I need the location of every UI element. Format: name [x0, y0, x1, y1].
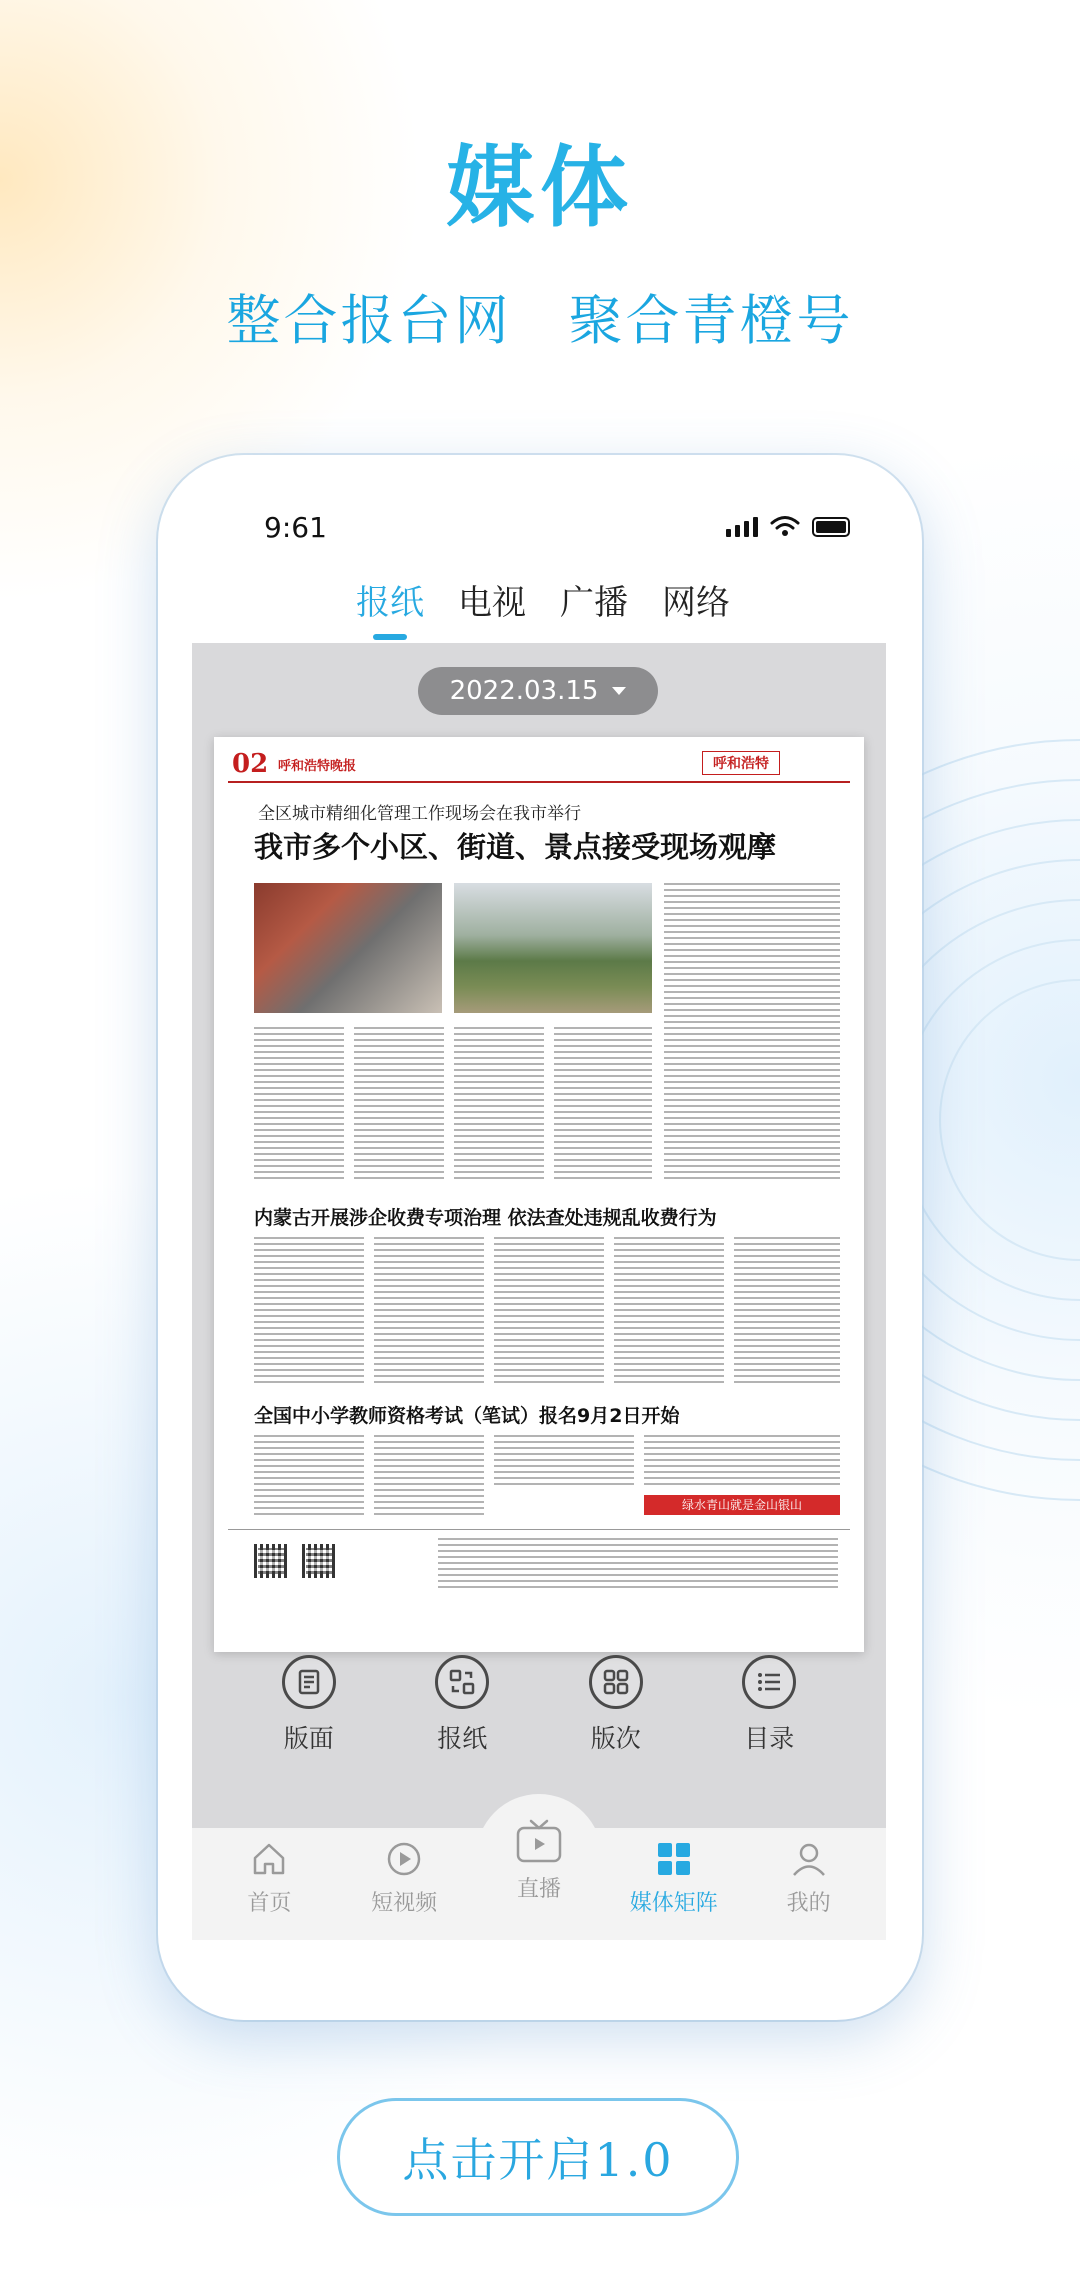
- paper-kicker: 全区城市精细化管理工作现场会在我市举行: [258, 804, 581, 824]
- grid-icon: [589, 1655, 643, 1709]
- nav-live[interactable]: [474, 1806, 604, 1917]
- tool-label: 目录: [744, 1724, 795, 1753]
- footer-text: [438, 1538, 838, 1590]
- nav-media-matrix[interactable]: [609, 1828, 739, 1917]
- paper-headline-3: 全国中小学教师资格考试（笔试）报名9月2日开始: [254, 1405, 680, 1427]
- tab-radio[interactable]: 广播: [560, 583, 628, 623]
- tool-edition[interactable]: [556, 1655, 676, 1755]
- media-tabs: [356, 575, 730, 638]
- user-icon: [788, 1838, 830, 1880]
- nav-home[interactable]: [204, 1828, 334, 1917]
- article-text: [644, 1435, 840, 1487]
- tool-label: 版次: [590, 1724, 641, 1753]
- article-text: [454, 1027, 544, 1183]
- bottom-navigation: [192, 1828, 886, 1940]
- nav-mine[interactable]: [744, 1828, 874, 1917]
- newspaper-switch-icon: [435, 1655, 489, 1709]
- signal-icon: [726, 515, 758, 537]
- article-text: [494, 1237, 604, 1387]
- tool-newspaper[interactable]: [402, 1655, 522, 1755]
- hero-subtitle: 整合报台网 聚合青橙号: [226, 289, 854, 352]
- nav-label: 首页: [247, 1891, 292, 1916]
- hero-title: 媒体: [445, 136, 634, 239]
- article-text: [734, 1237, 840, 1387]
- layout-icon: [282, 1655, 336, 1709]
- tool-contents[interactable]: [709, 1655, 829, 1755]
- article-text: [494, 1435, 634, 1487]
- qr-code-icon: [254, 1544, 288, 1578]
- status-icons: [726, 515, 850, 537]
- status-time: 9:61: [264, 511, 327, 544]
- article-text: [614, 1237, 724, 1387]
- chevron-down-icon: [612, 687, 626, 695]
- start-button[interactable]: 点击开启1.0: [337, 2098, 739, 2216]
- paper-headline-2: 内蒙古开展涉企收费专项治理 依法查处违规乱收费行为: [254, 1207, 717, 1229]
- wifi-icon: [770, 515, 800, 537]
- article-text: [664, 883, 840, 1183]
- tab-network[interactable]: 网络: [662, 583, 730, 623]
- date-value: 2022.03.15: [449, 676, 599, 706]
- tv-icon: [513, 1816, 565, 1866]
- battery-icon: [812, 517, 850, 537]
- paper-banner: 绿水青山就是金山银山: [644, 1495, 840, 1515]
- paper-header: [228, 747, 850, 783]
- nav-label: 直播: [516, 1877, 561, 1902]
- article-text: [374, 1435, 484, 1517]
- article-text: [354, 1027, 444, 1183]
- nav-label: 我的: [786, 1891, 831, 1916]
- nav-short-video[interactable]: [339, 1828, 469, 1917]
- nav-items: [192, 1828, 886, 1917]
- nav-label: 短视频: [371, 1891, 438, 1916]
- tab-newspaper[interactable]: 报纸: [356, 575, 424, 638]
- list-icon: [742, 1655, 796, 1709]
- news-photo: [254, 883, 442, 1013]
- home-icon: [248, 1838, 290, 1880]
- paper-footer: [228, 1529, 850, 1600]
- paper-edition: 呼和浩特: [702, 751, 780, 775]
- nav-label: 媒体矩阵: [629, 1891, 718, 1916]
- tool-label: 报纸: [437, 1724, 488, 1753]
- tab-tv[interactable]: 电视: [458, 583, 526, 623]
- paper-masthead: 呼和浩特晚报: [278, 759, 357, 774]
- matrix-icon: [653, 1838, 695, 1880]
- page-number: 02: [232, 749, 269, 779]
- newspaper-page[interactable]: [214, 737, 864, 1652]
- date-picker[interactable]: [418, 667, 658, 715]
- play-icon: [383, 1838, 425, 1880]
- article-text: [374, 1237, 484, 1387]
- article-text: [554, 1027, 652, 1183]
- qr-code-icon: [302, 1544, 336, 1578]
- tool-label: 版面: [283, 1724, 334, 1753]
- article-text: [254, 1027, 344, 1183]
- news-photo: [454, 883, 652, 1013]
- tool-layout[interactable]: [249, 1655, 369, 1755]
- article-text: [254, 1237, 364, 1387]
- article-text: [254, 1435, 364, 1517]
- paper-headline: 我市多个小区、街道、景点接受现场观摩: [254, 830, 777, 864]
- viewer-toolbar: [192, 1655, 886, 1755]
- newspaper-viewer: [192, 643, 886, 1828]
- phone-frame: [158, 455, 922, 2020]
